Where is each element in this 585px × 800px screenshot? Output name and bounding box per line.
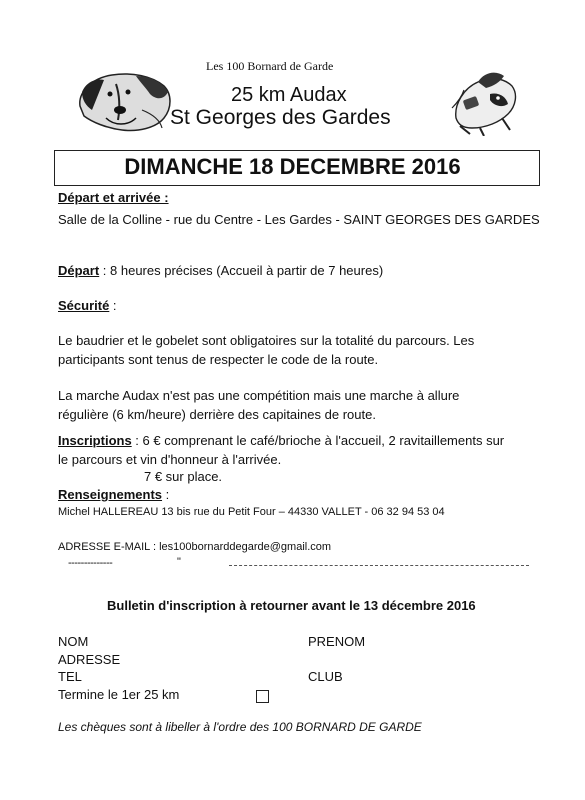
depart-label: Départ (58, 263, 100, 278)
email-label: ADRESSE E-MAIL : (58, 541, 160, 553)
adresse-label: ADRESSE (58, 652, 121, 667)
event-title: 25 km Audax (231, 84, 347, 106)
securite-line-2: participants sont tenus de respecter le code de la route. (58, 352, 379, 367)
depart-text: : 8 heures précises (Accueil à partir de 7 heures) (99, 263, 384, 278)
event-location: St Georges des Gardes (170, 106, 391, 129)
termine-label: Termine le 1er 25 km (58, 687, 180, 702)
bulletin-title: Bulletin d'inscription à retourner avant le 13 décembre 2016 (107, 598, 476, 613)
termine-checkbox[interactable] (256, 690, 269, 703)
depart-arrivee-address: Salle de la Colline - rue du Centre - Les Gardes - SAINT GEORGES DES GARDES (58, 212, 540, 227)
cut-line-mark: " (177, 556, 181, 568)
securite-label: Sécurité (58, 298, 110, 313)
nom-label: NOM (58, 634, 89, 649)
renseignements-label: Renseignements (58, 487, 163, 502)
cut-line-short: -------------- (68, 557, 113, 569)
depart-line (58, 263, 383, 278)
depart-arrivee-label: Départ et arrivée : (58, 190, 169, 205)
securite-line-4: régulière (6 km/heure) derrière des capitaines de route. (58, 407, 376, 422)
club-name: Les 100 Bornard de Garde (206, 59, 334, 73)
inscriptions-label: Inscriptions (58, 433, 132, 448)
club-label: CLUB (308, 669, 343, 684)
renseignements-colon: : (162, 487, 170, 502)
inscriptions-text: : 6 € comprenant le café/brioche à l'accueil, 2 ravitaillements sur (131, 433, 505, 448)
inscriptions-line-2: le parcours et vin d'honneur à l'arrivée. (58, 452, 282, 467)
securite-colon: : (109, 298, 117, 313)
renseignements-contact: Michel HALLEREAU 13 bis rue du Petit Four – 44330 VALLET - 06 32 94 53 04 (58, 506, 445, 518)
saint-bernard-dog-icon (76, 70, 174, 136)
inscriptions-line-1 (58, 433, 504, 448)
securite-heading (58, 298, 117, 313)
prenom-label: PRENOM (308, 634, 366, 649)
tel-label: TEL (58, 669, 82, 684)
cheques-note: Les chèques sont à libeller à l'ordre des 100 BORNARD DE GARDE (58, 720, 422, 734)
inscriptions-line-3: 7 € sur place. (144, 469, 223, 484)
saint-bernard-rescue-dog-icon (450, 68, 520, 136)
event-date: DIMANCHE 18 DECEMBRE 2016 (124, 154, 461, 179)
email-address: les100bornarddegarde@gmail.com (159, 541, 332, 553)
email-line (58, 541, 331, 553)
renseignements-heading (58, 487, 169, 502)
cut-line-long (229, 565, 529, 566)
securite-line-1: Le baudrier et le gobelet sont obligatoires sur la totalité du parcours. Les (58, 333, 475, 348)
securite-line-3: La marche Audax n'est pas une compétition mais une marche à allure (58, 388, 460, 403)
